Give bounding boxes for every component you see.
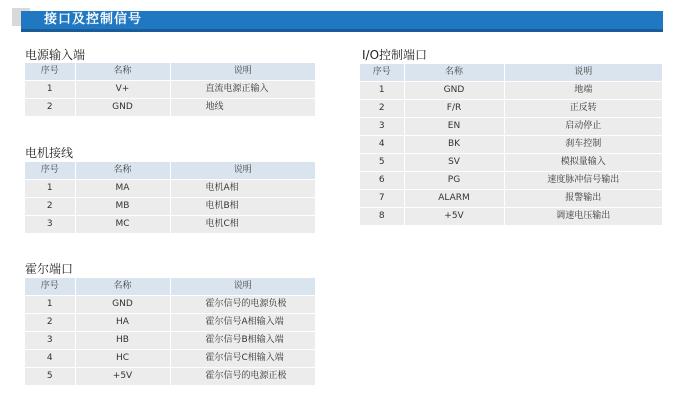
table-cell: 电机A相 (170, 180, 315, 198)
table-cell: 直流电源正输入 (170, 81, 315, 99)
table-cell: 8 (360, 208, 404, 226)
table-cell: 启动停止 (504, 118, 662, 136)
table-cell: GND (75, 296, 170, 314)
table-cell: 霍尔信号C相输入端 (170, 350, 315, 368)
header-cell: 序号 (25, 162, 75, 180)
table-cell: GND (75, 99, 170, 117)
table-row (360, 118, 662, 136)
table-cell: 霍尔信号A相输入端 (170, 314, 315, 332)
header-cell: 说明 (170, 162, 315, 180)
table-cell: 电机C相 (170, 216, 315, 234)
table-row (25, 81, 315, 99)
table-cell: 1 (360, 82, 404, 100)
page-title: 接口及控制信号 (44, 12, 143, 27)
table-cell: 速度脉冲信号输出 (504, 172, 662, 190)
header-cell: 说明 (170, 63, 315, 81)
io-section-title: I/O控制端口 (362, 48, 428, 62)
table-cell: SV (404, 154, 504, 172)
table-cell: 霍尔信号的电源负极 (170, 296, 315, 314)
table-cell: 地线 (170, 99, 315, 117)
table-row (25, 99, 315, 117)
table-cell: 地端 (504, 82, 662, 100)
header-cell: 名称 (75, 63, 170, 81)
table-cell: 正反转 (504, 100, 662, 118)
header-cell: 说明 (170, 278, 315, 296)
table-row (360, 136, 662, 154)
table-cell: 报警输出 (504, 190, 662, 208)
table-cell: MB (75, 198, 170, 216)
header-cell: 说明 (504, 64, 662, 82)
table-cell: 5 (360, 154, 404, 172)
table-cell: 3 (25, 332, 75, 350)
motor-section-title: 电机接线 (25, 146, 74, 160)
table-row (25, 332, 315, 350)
header-cell: 序号 (25, 278, 75, 296)
table-cell: 4 (360, 136, 404, 154)
table-row (25, 350, 315, 368)
table-row (25, 216, 315, 234)
table-cell: +5V (75, 368, 170, 386)
table-row (360, 208, 662, 226)
table-cell: PG (404, 172, 504, 190)
power-section-title: 电源输入端 (25, 48, 86, 62)
table-cell: 刹车控制 (504, 136, 662, 154)
motor-table (25, 162, 315, 234)
table-cell: ALARM (404, 190, 504, 208)
header-cell: 序号 (360, 64, 404, 82)
table-cell: F/R (404, 100, 504, 118)
table-cell: BK (404, 136, 504, 154)
table-row (25, 296, 315, 314)
table-cell: EN (404, 118, 504, 136)
header-cell: 名称 (404, 64, 504, 82)
table-cell: 模拟量输入 (504, 154, 662, 172)
table-row (25, 180, 315, 198)
table-cell: HB (75, 332, 170, 350)
table-cell: 2 (25, 314, 75, 332)
table-cell: MC (75, 216, 170, 234)
table-cell: 1 (25, 180, 75, 198)
table-cell: HC (75, 350, 170, 368)
table-cell: 3 (360, 118, 404, 136)
header-cell: 名称 (75, 162, 170, 180)
table-header-row (25, 162, 315, 180)
table-cell: GND (404, 82, 504, 100)
power-table (25, 63, 315, 117)
table-row (25, 198, 315, 216)
table-cell: 6 (360, 172, 404, 190)
table-row (360, 190, 662, 208)
table-row (25, 314, 315, 332)
table-header-row (25, 278, 315, 296)
table-cell: 1 (25, 81, 75, 99)
table-cell: 电机B相 (170, 198, 315, 216)
table-row (360, 100, 662, 118)
table-row (360, 82, 662, 100)
table-cell: 霍尔信号B相输入端 (170, 332, 315, 350)
header-cell: 序号 (25, 63, 75, 81)
table-header-row (360, 64, 662, 82)
table-cell: 2 (25, 198, 75, 216)
table-cell: 调速电压输出 (504, 208, 662, 226)
table-cell: 4 (25, 350, 75, 368)
table-cell: 3 (25, 216, 75, 234)
hall-table (25, 278, 315, 386)
table-cell: 2 (25, 99, 75, 117)
table-header-row (25, 63, 315, 81)
table-cell: 5 (25, 368, 75, 386)
table-row (360, 172, 662, 190)
table-cell: HA (75, 314, 170, 332)
io-table (360, 64, 662, 226)
table-cell: MA (75, 180, 170, 198)
table-cell: 2 (360, 100, 404, 118)
table-cell: 霍尔信号的电源正极 (170, 368, 315, 386)
table-cell: 1 (25, 296, 75, 314)
table-cell: +5V (404, 208, 504, 226)
table-cell: 7 (360, 190, 404, 208)
table-cell: V+ (75, 81, 170, 99)
table-row (25, 368, 315, 386)
header-cell: 名称 (75, 278, 170, 296)
hall-section-title: 霍尔端口 (25, 262, 74, 276)
table-row (360, 154, 662, 172)
